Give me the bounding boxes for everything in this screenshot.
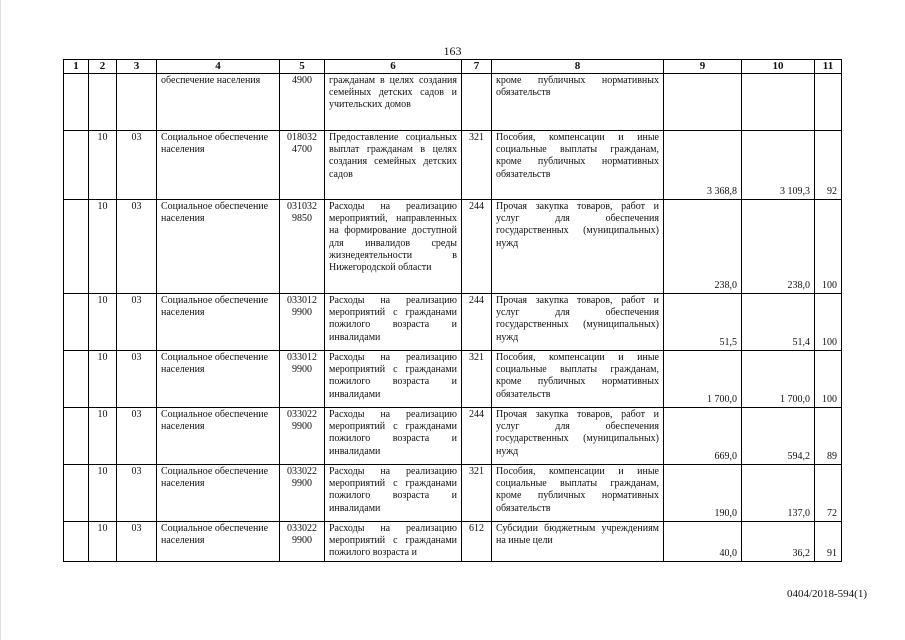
table-row bbox=[64, 351, 842, 408]
cell-plan bbox=[664, 74, 742, 131]
cell-section: 10 bbox=[89, 200, 117, 294]
cell-plan: 190,0 bbox=[664, 465, 742, 522]
cell-actual bbox=[742, 74, 815, 131]
cell-expense-type: 321 bbox=[462, 351, 492, 408]
cell-target-name: Расходы на реализацию мероприятий с гражданами пожилого возраста и инвалидами bbox=[325, 351, 462, 408]
cell-target-code: 018032 4700 bbox=[280, 131, 325, 200]
cell-plan: 51,5 bbox=[664, 294, 742, 351]
cell-expense-name: Прочая закупка товаров, работ и услуг для обеспечения государственных (муниципальных) нужд bbox=[492, 408, 664, 465]
cell-expense-type: 244 bbox=[462, 408, 492, 465]
cell-percent: 100 bbox=[815, 200, 842, 294]
cell-section-name: Социальное обеспечение населения bbox=[157, 465, 280, 522]
column-header: 7 bbox=[462, 60, 492, 74]
cell-percent bbox=[815, 74, 842, 131]
table-row bbox=[64, 74, 842, 131]
column-header: 3 bbox=[117, 60, 157, 74]
cell-expense-name: Пособия, компенсации и иные социальные выплаты гражданам, кроме публичных нормативных обязательств bbox=[492, 465, 664, 522]
column-header: 8 bbox=[492, 60, 664, 74]
cell-subsection: 03 bbox=[117, 200, 157, 294]
cell-section-name: Социальное обеспечение населения bbox=[157, 351, 280, 408]
cell-expense-type bbox=[462, 74, 492, 131]
cell-subsection: 03 bbox=[117, 408, 157, 465]
cell-section: 10 bbox=[89, 131, 117, 200]
cell-target-code: 033022 9900 bbox=[280, 522, 325, 562]
cell-section: 10 bbox=[89, 294, 117, 351]
cell-target-code: 4900 bbox=[280, 74, 325, 131]
cell-section-name: Социальное обеспечение населения bbox=[157, 294, 280, 351]
cell-plan: 3 368,8 bbox=[664, 131, 742, 200]
column-header: 5 bbox=[280, 60, 325, 74]
cell-col1 bbox=[64, 74, 89, 131]
cell-section-name: обеспечение населения bbox=[157, 74, 280, 131]
table-row bbox=[64, 522, 842, 562]
cell-expense-name: кроме публичных нормативных обязательств bbox=[492, 74, 664, 131]
column-header: 11 bbox=[815, 60, 842, 74]
cell-actual: 51,4 bbox=[742, 294, 815, 351]
cell-target-code: 031032 9850 bbox=[280, 200, 325, 294]
cell-section: 10 bbox=[89, 522, 117, 562]
cell-section: 10 bbox=[89, 408, 117, 465]
cell-section-name: Социальное обеспечение населения bbox=[157, 408, 280, 465]
column-header: 6 bbox=[325, 60, 462, 74]
cell-target-name: Расходы на реализацию мероприятий с гражданами пожилого возраста и инвалидами bbox=[325, 294, 462, 351]
cell-target-name: Предоставление социальных выплат гражданам в целях создания семейных детских садов bbox=[325, 131, 462, 200]
cell-percent: 92 bbox=[815, 131, 842, 200]
cell-percent: 89 bbox=[815, 408, 842, 465]
cell-col1 bbox=[64, 131, 89, 200]
table-row bbox=[64, 408, 842, 465]
cell-col1 bbox=[64, 408, 89, 465]
cell-subsection: 03 bbox=[117, 351, 157, 408]
cell-actual: 3 109,3 bbox=[742, 131, 815, 200]
cell-expense-name: Пособия, компенсации и иные социальные выплаты гражданам, кроме публичных нормативных обязательств bbox=[492, 351, 664, 408]
column-header: 4 bbox=[157, 60, 280, 74]
cell-section bbox=[89, 74, 117, 131]
cell-target-code: 033022 9900 bbox=[280, 465, 325, 522]
cell-expense-name: Прочая закупка товаров, работ и услуг для обеспечения государственных (муниципальных) нужд bbox=[492, 294, 664, 351]
cell-section: 10 bbox=[89, 465, 117, 522]
cell-target-name: Расходы на реализацию мероприятий с гражданами пожилого возраста и инвалидами bbox=[325, 408, 462, 465]
cell-expense-type: 321 bbox=[462, 465, 492, 522]
cell-section: 10 bbox=[89, 351, 117, 408]
cell-target-code: 033012 9900 bbox=[280, 351, 325, 408]
table-row bbox=[64, 200, 842, 294]
cell-expense-name: Прочая закупка товаров, работ и услуг для обеспечения государственных (муниципальных) нужд bbox=[492, 200, 664, 294]
cell-subsection: 03 bbox=[117, 294, 157, 351]
cell-col1 bbox=[64, 522, 89, 562]
budget-table bbox=[63, 59, 842, 562]
cell-expense-type: 321 bbox=[462, 131, 492, 200]
cell-percent: 100 bbox=[815, 351, 842, 408]
cell-section-name: Социальное обеспечение населения bbox=[157, 522, 280, 562]
table-row bbox=[64, 131, 842, 200]
table-row bbox=[64, 465, 842, 522]
cell-actual: 238,0 bbox=[742, 200, 815, 294]
document-code: 0404/2018-594(1) bbox=[786, 588, 867, 600]
cell-target-name: гражданам в целях создания семейных детских садов и учительских домов bbox=[325, 74, 462, 131]
cell-subsection: 03 bbox=[117, 522, 157, 562]
cell-actual: 36,2 bbox=[742, 522, 815, 562]
cell-target-code: 033022 9900 bbox=[280, 408, 325, 465]
column-header: 2 bbox=[89, 60, 117, 74]
cell-expense-type: 244 bbox=[462, 294, 492, 351]
page-number: 163 bbox=[443, 44, 462, 58]
cell-col1 bbox=[64, 294, 89, 351]
cell-subsection: 03 bbox=[117, 465, 157, 522]
cell-target-code: 033012 9900 bbox=[280, 294, 325, 351]
cell-plan: 669,0 bbox=[664, 408, 742, 465]
cell-col1 bbox=[64, 200, 89, 294]
cell-target-name: Расходы на реализацию мероприятий с гражданами пожилого возраста и bbox=[325, 522, 462, 562]
cell-expense-type: 244 bbox=[462, 200, 492, 294]
cell-percent: 72 bbox=[815, 465, 842, 522]
cell-col1 bbox=[64, 351, 89, 408]
cell-expense-name: Пособия, компенсации и иные социальные выплаты гражданам, кроме публичных нормативных обязательств bbox=[492, 131, 664, 200]
column-header: 1 bbox=[64, 60, 89, 74]
cell-actual: 594,2 bbox=[742, 408, 815, 465]
cell-subsection: 03 bbox=[117, 131, 157, 200]
cell-target-name: Расходы на реализацию мероприятий, направленных на формирование доступной для инвалидов среды жизнедеятельности в Нижегородской области bbox=[325, 200, 462, 294]
cell-expense-name: Субсидии бюджетным учреждениям на иные цели bbox=[492, 522, 664, 562]
cell-actual: 1 700,0 bbox=[742, 351, 815, 408]
table-row bbox=[64, 294, 842, 351]
cell-col1 bbox=[64, 465, 89, 522]
cell-percent: 91 bbox=[815, 522, 842, 562]
cell-section-name: Социальное обеспечение населения bbox=[157, 131, 280, 200]
cell-actual: 137,0 bbox=[742, 465, 815, 522]
cell-plan: 238,0 bbox=[664, 200, 742, 294]
cell-subsection bbox=[117, 74, 157, 131]
cell-plan: 40,0 bbox=[664, 522, 742, 562]
cell-plan: 1 700,0 bbox=[664, 351, 742, 408]
column-header: 9 bbox=[664, 60, 742, 74]
column-header: 10 bbox=[742, 60, 815, 74]
scan-edge bbox=[0, 0, 1, 640]
cell-percent: 100 bbox=[815, 294, 842, 351]
cell-expense-type: 612 bbox=[462, 522, 492, 562]
cell-section-name: Социальное обеспечение населения bbox=[157, 200, 280, 294]
cell-target-name: Расходы на реализацию мероприятий с гражданами пожилого возраста и инвалидами bbox=[325, 465, 462, 522]
table-header-row bbox=[64, 60, 842, 74]
